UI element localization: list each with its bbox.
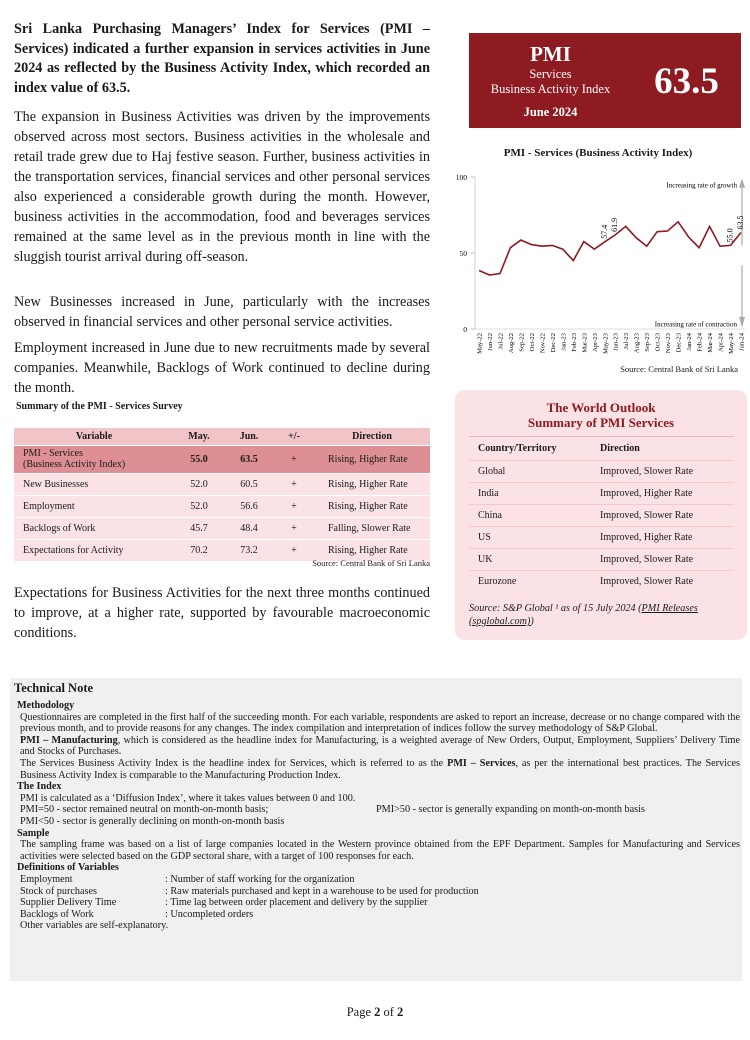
summary-cell-jun: 73.2 <box>224 539 274 561</box>
y-tick-label: 0 <box>463 325 467 334</box>
pmi-box-subtitle-index: Business Activity Index <box>490 82 611 96</box>
x-tick-label: Jan-24 <box>686 333 694 351</box>
pmi-box-subtitle-services: Services <box>529 67 572 81</box>
x-tick-label: Dec-23 <box>675 333 683 353</box>
summary-cell-may: 52.0 <box>174 495 224 517</box>
world-row <box>469 571 734 593</box>
summary-row <box>14 517 430 539</box>
technical-note <box>10 678 742 981</box>
data-label: 55.0 <box>725 228 735 243</box>
x-tick-label: Nov-22 <box>539 333 547 354</box>
summary-cell-change: + <box>274 445 314 473</box>
pmi-services-line-chart <box>445 165 745 380</box>
definition-row <box>17 909 740 921</box>
x-tick-label: Dec-22 <box>549 333 557 353</box>
summary-row <box>14 495 430 517</box>
index-thresholds-row <box>17 804 740 816</box>
page-number <box>0 1005 750 1020</box>
world-header-direction: Direction <box>591 437 734 461</box>
annotation-growth: Increasing rate of growth <box>666 181 737 190</box>
pmi-box-month: June 2024 <box>523 105 578 119</box>
x-tick-label: Aug-22 <box>507 333 515 354</box>
methodology-text: Questionnaires are completed in the first half of the succeeding month. For each variable, respondents are asked to report an increase, decrease or no change compared with the previous month, and to provide reasons for any changes. The index compilation and interpretation of indices follow the survey methodology of S&P Global. <box>20 711 740 735</box>
definitions-heading: Definitions of Variables <box>17 862 119 874</box>
index-diffusion-text: PMI is calculated as a ‘Diffusion Index’, where it takes values between 0 and 100. <box>20 792 356 804</box>
pmi-manufacturing-text <box>17 735 740 758</box>
pmi-services-desc-pre: The Services Business Activity Index is the headline index for Services, which is referred to as the <box>20 757 448 769</box>
x-tick-label: Apr-23 <box>591 333 599 352</box>
index-declining-text: PMI<50 - sector is generally declining on month-on-month basis <box>20 815 285 827</box>
summary-cell-direction: Rising, Higher Rate <box>314 473 430 495</box>
world-outlook-subtitle: Summary of PMI Services <box>527 415 675 430</box>
x-tick-label: Mar-23 <box>581 333 589 353</box>
pmi-manufacturing-term: PMI – Manufacturing <box>20 734 118 746</box>
summary-cell-change: + <box>274 517 314 539</box>
data-label: 63.5 <box>736 215 745 230</box>
summary-header-may: May. <box>174 428 224 445</box>
page-total: 2 <box>397 1005 404 1019</box>
world-cell-country: US <box>469 527 591 549</box>
world-cell-country: UK <box>469 549 591 571</box>
world-cell-direction: Improved, Slower Rate <box>591 549 734 571</box>
summary-cell-jun: 60.5 <box>224 473 274 495</box>
x-tick-label: May-24 <box>728 333 736 354</box>
definition-row <box>17 874 740 886</box>
paragraph-business-activity: The expansion in Business Activities was driven by the improvements observed across most sectors. Business activities in the wholesale and retail trade grew due to Haj festive season. Further, business activities in the transportation services, financial services and other personal services also experienced a considerable growth during the month. However, business activities in the accommodation, food and beverages services remained at the same level as in the previous month in line with the sluggish tourist arrival during off-season. <box>14 109 430 265</box>
summary-cell-variable: Employment <box>14 495 174 517</box>
pmi-manufacturing-desc: , which is considered as the headline index for Manufacturing, is a weighted average of New Orders, Output, Employment, Suppliers’ Delivery Time and Stocks of Purchases. <box>20 734 740 758</box>
summary-cell-may: 52.0 <box>174 473 224 495</box>
x-tick-label: Feb-23 <box>570 333 578 352</box>
definition-desc: : Uncompleted orders <box>165 908 254 920</box>
index-heading: The Index <box>17 781 62 793</box>
summary-table <box>14 428 430 561</box>
summary-cell-direction: Rising, Higher Rate <box>314 445 430 473</box>
world-row <box>469 505 734 527</box>
x-tick-label: Mar-24 <box>707 333 715 353</box>
paragraph-new-businesses: New Businesses increased in June, particularly with the increases observed in financial services and other personal service activities. <box>14 294 430 330</box>
summary-header-variable: Variable <box>14 428 174 445</box>
definition-desc: : Raw materials purchased and kept in a warehouse to be used for production <box>165 885 479 897</box>
x-tick-label: Nov-23 <box>665 333 673 354</box>
chart-title: PMI - Services (Business Activity Index) <box>503 147 693 159</box>
chart-source: Source: Central Bank of Sri Lanka <box>620 364 738 374</box>
summary-cell-direction: Falling, Slower Rate <box>314 517 430 539</box>
pmi-releases-link[interactable]: PMI Releases (spglobal.com) <box>469 603 698 627</box>
x-tick-label: Feb-24 <box>696 333 704 352</box>
summary-header-row <box>14 428 430 445</box>
summary-cell-variable: Backlogs of Work <box>14 517 174 539</box>
pmi-services-desc: , as per the international best practices. The Services Business Activity Index is comparable to the Manufacturing Production Index. <box>20 757 740 781</box>
world-source-suffix: ) <box>530 616 534 627</box>
world-row <box>469 527 734 549</box>
world-cell-direction: Improved, Higher Rate <box>591 483 734 505</box>
x-tick-label: Jan-23 <box>560 333 568 351</box>
world-cell-country: Global <box>469 461 591 483</box>
sample-heading: Sample <box>17 827 50 839</box>
world-cell-direction: Improved, Slower Rate <box>591 571 734 593</box>
pmi-box-title: PMI <box>530 42 571 66</box>
technical-note-body <box>17 700 740 932</box>
pmi-box-value: 63.5 <box>654 61 719 102</box>
index-neutral-text: PMI=50 - sector remained neutral on month-on-month basis; <box>20 804 269 816</box>
technical-note-title: Technical Note <box>14 681 94 695</box>
x-tick-label: Jul-23 <box>623 333 631 350</box>
summary-table-title: Summary of the PMI - Services Survey <box>16 401 183 412</box>
data-label: 57.4 <box>599 224 609 239</box>
contraction-arrow-head <box>739 317 745 328</box>
summary-row <box>14 445 430 473</box>
summary-cell-jun: 56.6 <box>224 495 274 517</box>
definition-term: Backlogs of Work <box>20 908 94 920</box>
growth-arrow-head <box>739 179 745 188</box>
x-tick-label: Aug-23 <box>633 333 641 354</box>
world-outlook-table <box>469 436 734 593</box>
definitions-other-text: Other variables are self-explanatory. <box>20 920 169 932</box>
world-row <box>469 549 734 571</box>
summary-cell-variable: PMI - Services (Business Activity Index) <box>14 445 174 473</box>
summary-header-jun: Jun. <box>224 428 274 445</box>
x-tick-label: Sep-23 <box>644 333 652 352</box>
definition-term: Employment <box>20 873 73 885</box>
summary-cell-may: 55.0 <box>174 445 224 473</box>
summary-cell-change: + <box>274 495 314 517</box>
methodology-heading: Methodology <box>17 700 75 711</box>
definition-row <box>17 886 740 898</box>
summary-header-direction: Direction <box>314 428 430 445</box>
world-cell-country: India <box>469 483 591 505</box>
paragraph-employment: Employment increased in June due to new recruitments made by several companies. Meanwhile, Backlogs of Work continued to decline during the month. <box>14 340 430 396</box>
world-cell-direction: Improved, Higher Rate <box>591 527 734 549</box>
page-mid: of <box>380 1005 398 1019</box>
x-tick-label: Sep-22 <box>518 333 526 352</box>
paragraph-expectations: Expectations for Business Activities for the next three months continued to improve, at a higher rate, supported by favourable macroeconomic conditions. <box>14 585 430 641</box>
summary-cell-may: 70.2 <box>174 539 224 561</box>
summary-cell-variable: New Businesses <box>14 473 174 495</box>
index-expanding-text: PMI>50 - sector is generally expanding on month-on-month basis <box>376 804 645 816</box>
summary-cell-jun: 48.4 <box>224 517 274 539</box>
world-row <box>469 461 734 483</box>
x-tick-label: Oct-22 <box>528 333 536 352</box>
pmi-services-term: PMI – Services <box>447 757 516 769</box>
summary-cell-change: + <box>274 473 314 495</box>
world-source-prefix: Source: S&P Global ¹ as of 15 July 2024 ( <box>469 603 642 614</box>
world-cell-direction: Improved, Slower Rate <box>591 505 734 527</box>
summary-cell-change: + <box>274 539 314 561</box>
page-prefix: Page <box>346 1005 375 1019</box>
summary-source: Source: Central Bank of Sri Lanka <box>312 558 430 568</box>
definition-desc: : Time lag between order placement and delivery by the supplier <box>165 897 428 909</box>
y-tick-label: 100 <box>455 173 467 182</box>
summary-header-change: +/- <box>274 428 314 445</box>
world-header-row <box>469 437 734 461</box>
world-outlook-source <box>469 602 739 628</box>
definition-row <box>17 897 740 909</box>
lead-paragraph: Sri Lanka Purchasing Managers’ Index for Services (PMI – Services) indicated a further expansion in services activities in June 2024 as reflected by the Business Activity Index, which recorded an index value of 63.5. <box>14 21 430 96</box>
definition-term: Supplier Delivery Time <box>20 897 117 909</box>
summary-cell-variable: Expectations for Activity <box>14 539 174 561</box>
summary-cell-direction: Rising, Higher Rate <box>314 495 430 517</box>
summary-cell-direction: Rising, Higher Rate <box>314 539 430 561</box>
world-row <box>469 483 734 505</box>
summary-cell-jun: 63.5 <box>224 445 274 473</box>
world-outlook-panel <box>455 390 747 640</box>
world-cell-country: China <box>469 505 591 527</box>
x-tick-label: Jun-23 <box>612 333 620 351</box>
x-tick-label: May-22 <box>476 333 484 354</box>
definition-term: Stock of purchases <box>20 885 97 897</box>
x-tick-label: Apr-24 <box>717 333 725 352</box>
y-tick-label: 50 <box>459 249 467 258</box>
sample-text: The sampling frame was based on a list of large companies located in the Western province obtained from the EPF Department. Samples for Manufacturing and Services activities were selected based on the GDP sectoral share, with a target of 100 responses for each. <box>20 839 740 862</box>
pmi-headline-box <box>469 33 741 128</box>
x-tick-label: Jul-22 <box>497 333 505 350</box>
world-outlook-title: The World Outlook <box>546 400 656 415</box>
world-header-country: Country/Territory <box>469 437 591 461</box>
world-cell-country: Eurozone <box>469 571 591 593</box>
pmi-services-text <box>17 758 740 781</box>
x-tick-label: Oct-23 <box>654 333 662 352</box>
page-current: 2 <box>374 1005 381 1019</box>
x-tick-label: Jun-24 <box>738 333 745 351</box>
world-cell-direction: Improved, Slower Rate <box>591 461 734 483</box>
summary-row <box>14 473 430 495</box>
x-tick-label: Jun-22 <box>486 333 494 351</box>
summary-cell-may: 45.7 <box>174 517 224 539</box>
definition-desc: : Number of staff working for the organization <box>165 873 355 885</box>
data-label: 61.9 <box>610 217 620 232</box>
x-tick-label: May-23 <box>602 333 610 354</box>
annotation-contraction: Increasing rate of contraction <box>654 320 737 329</box>
